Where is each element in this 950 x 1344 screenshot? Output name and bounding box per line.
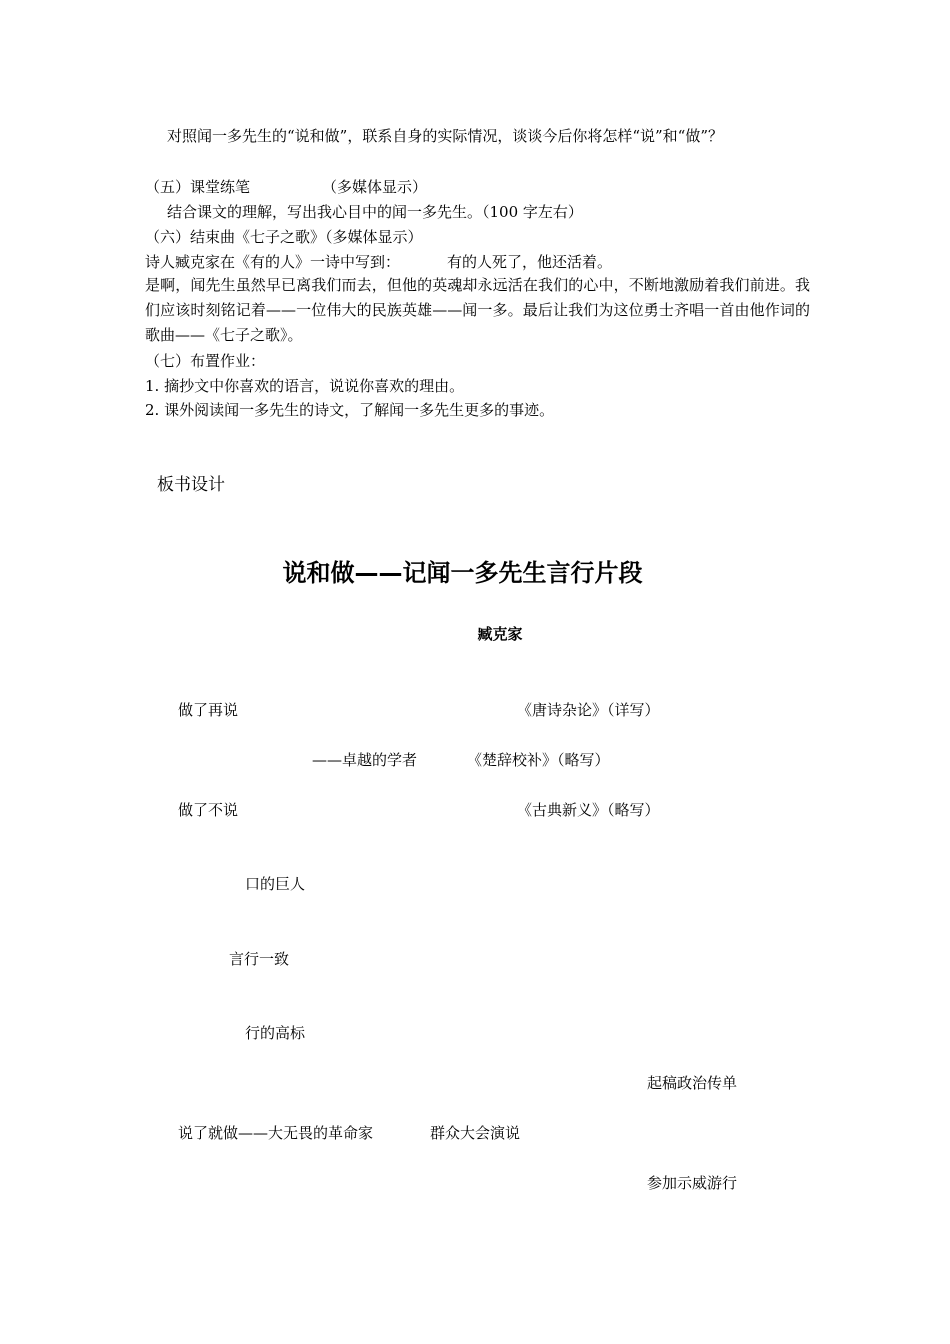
section-5-note: （多媒体显示） (322, 178, 428, 196)
board-work-2: 《楚辞校补》（略写） (467, 751, 610, 769)
closing-paragraph: 是啊，闻先生虽然早已离我们而去，但他的英魂却永远活在我们的心中，不断地激励着我们前进。我们应该时刻铭记着——一位伟大的民族英雄——闻一多。最后让我们为这位勇士齐唱一首由他作词的歌曲——《七子之歌》。 (145, 276, 810, 344)
section-7-heading: （七）布置作业： (145, 352, 266, 370)
section-5-task: 结合课文的理解，写出我心目中的闻一多先生。（100 字左右） (167, 203, 583, 221)
poem-quote: 有的人死了，他还活着。 (447, 253, 613, 271)
section-5-label: （五）课堂练笔 (145, 178, 251, 196)
homework-item-1: 1. 摘抄文中你喜欢的语言，说说你喜欢的理由。 (145, 377, 465, 395)
board-scholar: ——卓越的学者 (312, 751, 418, 769)
board-mouth: 口的巨人 (245, 875, 306, 893)
board-work-1: 《唐诗杂论》（详写） (517, 701, 660, 719)
board-event-3: 参加示威游行 (647, 1174, 738, 1192)
board-left-1: 做了再说 (178, 701, 239, 719)
board-left-2: 做了不说 (178, 801, 239, 819)
board-work-3: 《古典新义》（略写） (517, 801, 660, 819)
homework-item-2: 2. 课外阅读闻一多先生的诗文，了解闻一多先生更多的事迹。 (145, 401, 555, 419)
board-action: 行的高标 (245, 1024, 306, 1042)
poem-intro: 诗人臧克家在《有的人》一诗中写到： (145, 253, 401, 271)
question-paragraph: 对照闻一多先生的“说和做”，联系自身的实际情况，谈谈今后你将怎样“说”和“做”？ (167, 127, 724, 145)
board-author: 臧克家 (477, 625, 523, 643)
section-6-heading: （六）结束曲《七子之歌》（多媒体显示） (145, 228, 423, 246)
board-event-1: 起稿政治传单 (647, 1074, 738, 1092)
board-design-heading: 板书设计 (157, 475, 225, 495)
board-event-2: 群众大会演说 (430, 1124, 521, 1142)
board-revolutionary: 说了就做——大无畏的革命家 (178, 1124, 374, 1142)
board-consistent: 言行一致 (229, 950, 290, 968)
board-title: 说和做——记闻一多先生言行片段 (282, 559, 643, 587)
